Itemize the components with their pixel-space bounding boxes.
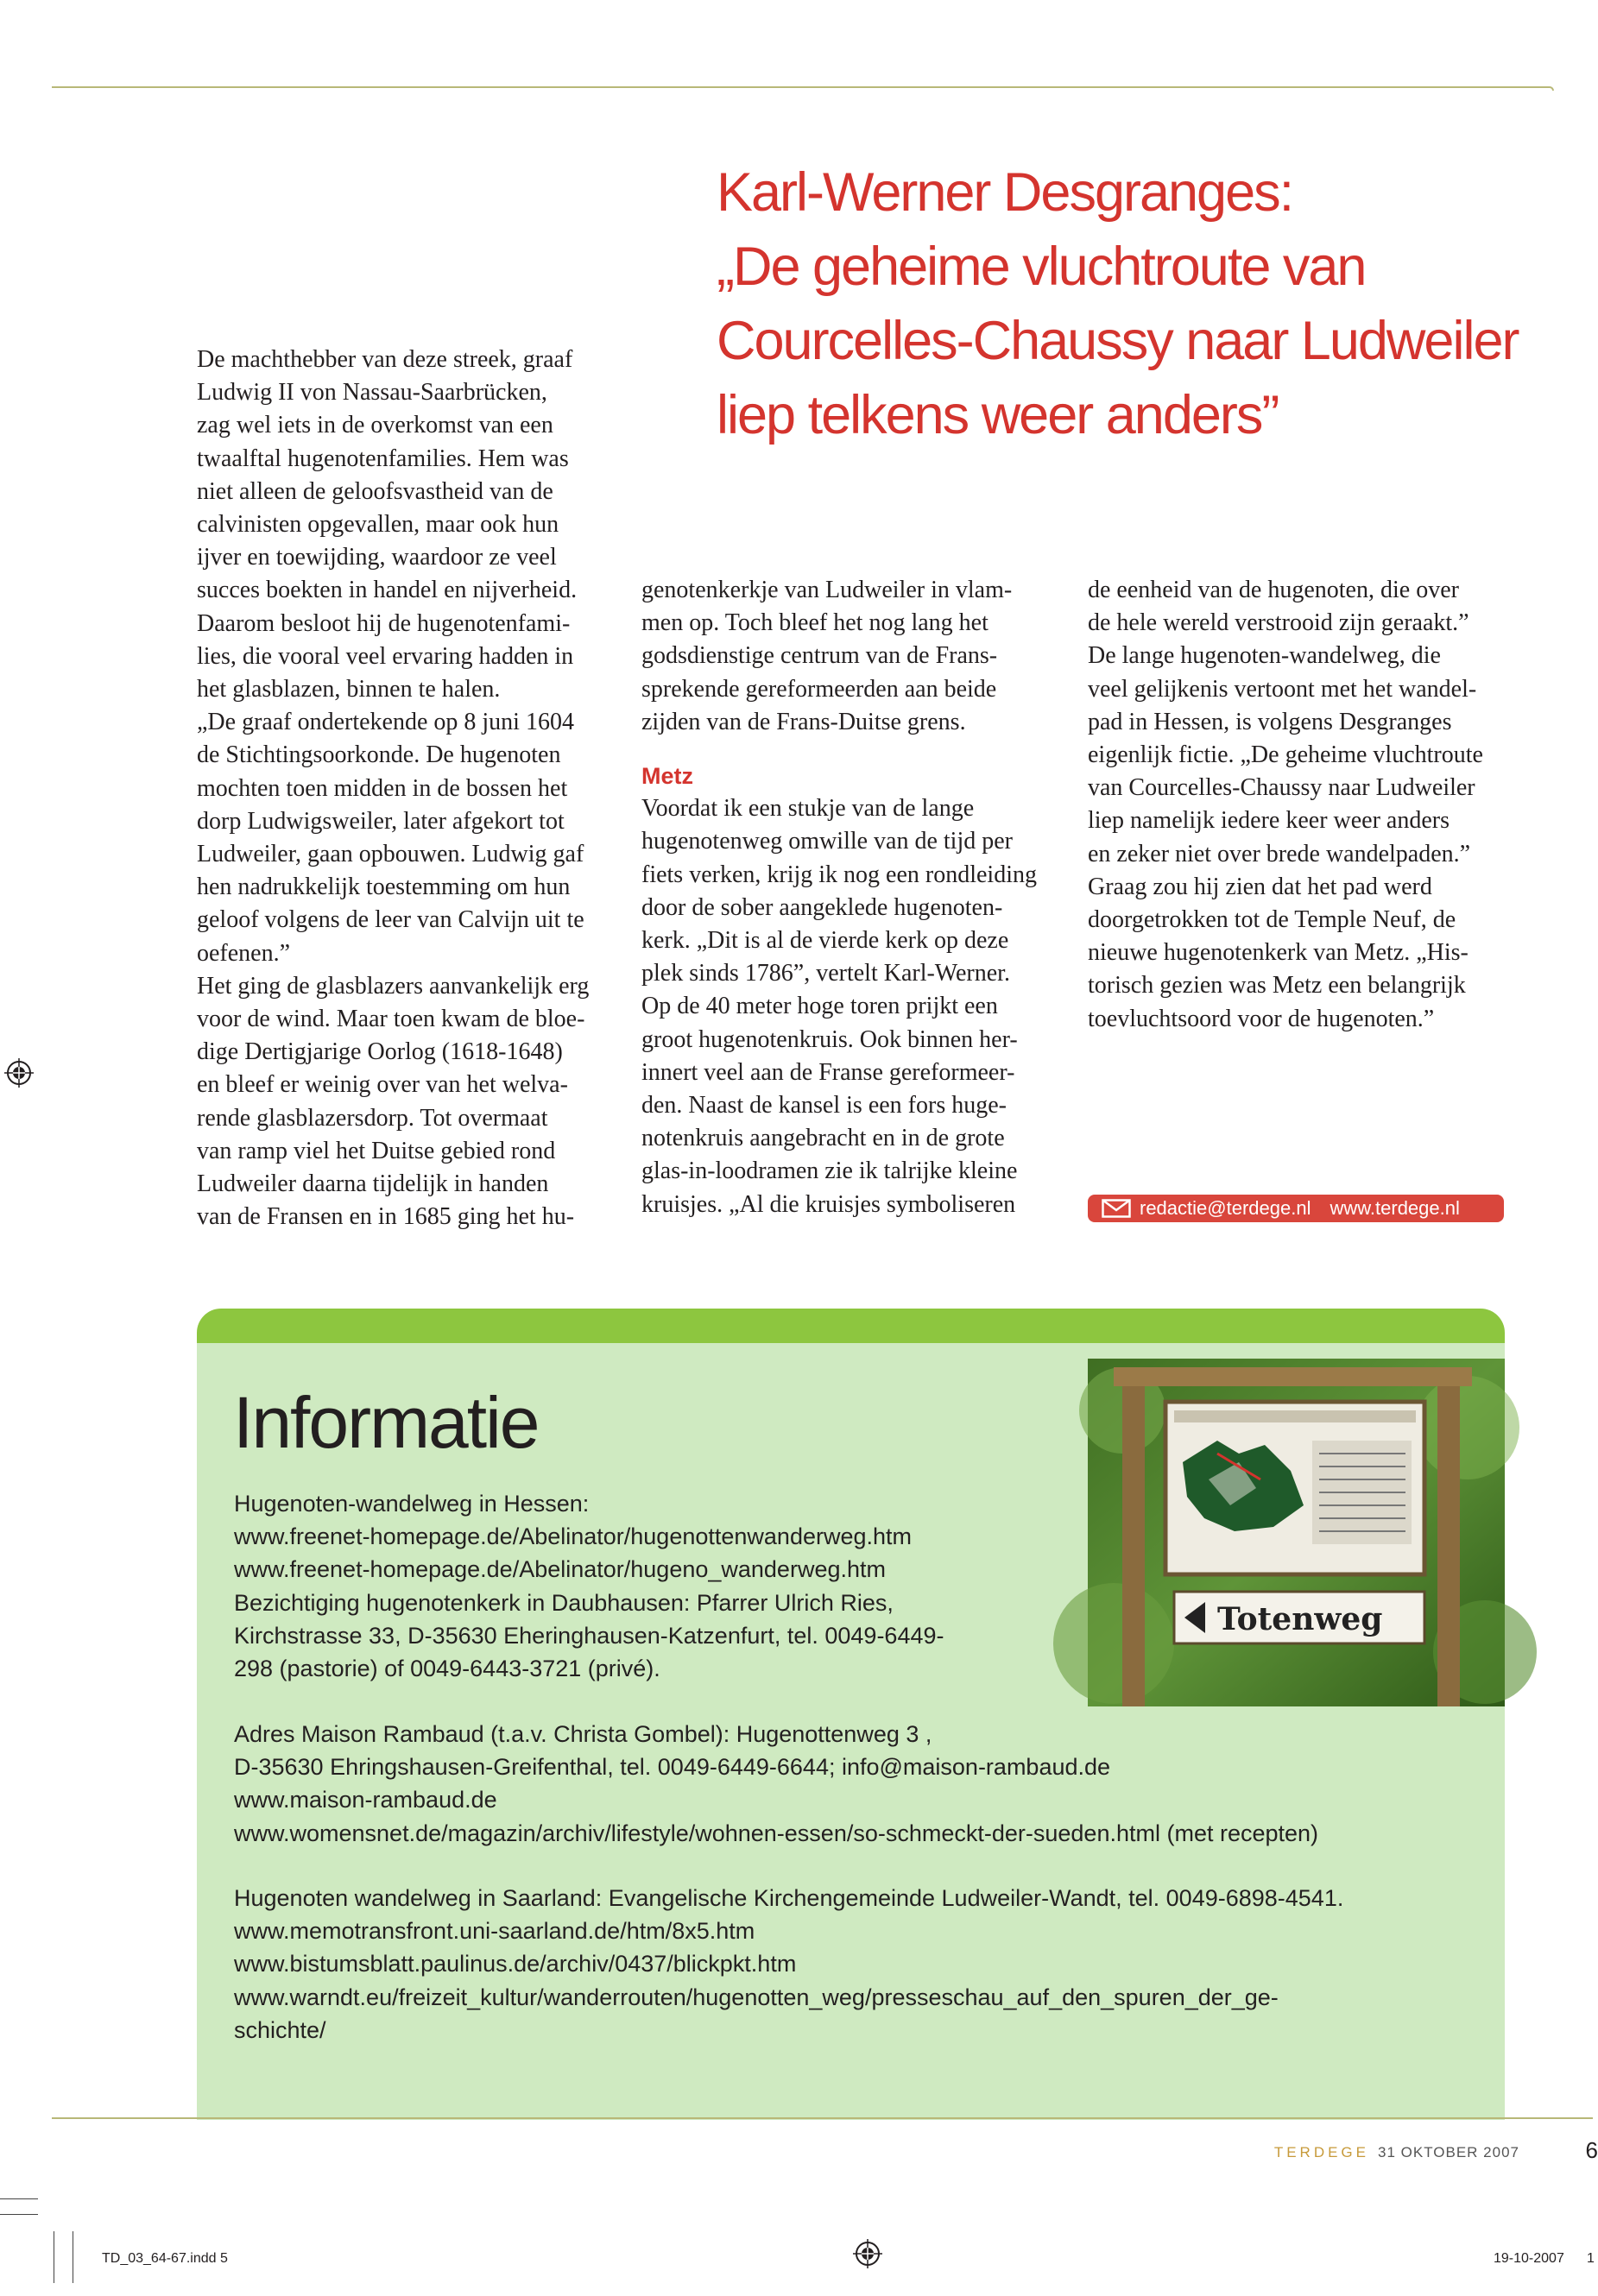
body-line: liep namelijk iedere keer weer anders	[1088, 807, 1450, 835]
body-line: pad in Hessen, is volgens Desgranges	[1088, 708, 1452, 735]
info-line: Hugenoten-wandelweg in Hessen:	[234, 1491, 590, 1517]
info-block-hessen	[234, 1487, 1486, 1685]
body-line: toevluchtsoord voor de hugenoten.”	[1088, 1005, 1435, 1032]
running-footer	[1274, 2144, 1519, 2161]
body-line: den. Naast de kansel is een fors huge-	[641, 1092, 1007, 1120]
body-line: Ludweiler, gaan opbouwen. Ludwig gaf	[197, 841, 584, 868]
pull-quote-line: Karl-Werner Desgranges:	[717, 162, 1293, 223]
body-line: ijver en toewijding, waardoor ze veel	[197, 544, 557, 571]
info-link[interactable]: www.freenet-homepage.de/Abelinator/hugenottenwanderweg.htm	[234, 1523, 913, 1550]
body-line: van ramp viel het Duitse gebied rond	[197, 1137, 556, 1164]
body-line: geloof volgens de leer van Calvijn uit te	[197, 906, 584, 934]
website-link[interactable]: www.terdege.nl	[1330, 1197, 1460, 1219]
contact-bar	[1088, 1195, 1504, 1222]
registration-mark-icon	[853, 2239, 882, 2268]
body-line: glas-in-loodramen zie ik talrijke kleine	[641, 1157, 1018, 1185]
body-line: door de sober aangeklede hugenoten-	[641, 893, 1003, 921]
body-line: dorp Ludwigsweiler, later afgekort tot	[197, 807, 565, 835]
body-line: niet alleen de geloofsvastheid van de	[197, 477, 553, 505]
body-line: godsdienstige centrum van de Frans-	[641, 642, 998, 670]
slug-date: 19-10-2007	[1494, 2251, 1564, 2266]
info-line: Kirchstrasse 33, D-35630 Eheringhausen-Katzenfurt, tel. 0049-6449-	[234, 1622, 944, 1649]
body-line: succes boekten in handel en nijverheid.	[197, 577, 578, 604]
info-link[interactable]: www.warndt.eu/freizeit_kultur/wanderrouten/hugenotten_weg/presseschau_auf_den_spuren_der_ge-	[234, 1984, 1279, 2010]
crop-mark	[0, 2198, 38, 2199]
body-line: dige Dertigjarige Oorlog (1618-1648)	[197, 1038, 563, 1066]
body-line: plek sinds 1786”, vertelt Karl-Werner.	[641, 960, 1010, 987]
body-line: de hele wereld verstrooid zijn geraakt.”	[1088, 609, 1469, 637]
magazine-brand: TERDEGE	[1273, 2144, 1369, 2160]
info-link[interactable]: www.womensnet.de/magazin/archiv/lifestyle/wohnen-essen/so-schmeckt-der-sueden.html (met recepten)	[234, 1820, 1319, 1846]
body-line: Daarom besloot hij de hugenotenfami-	[197, 609, 571, 637]
body-column-1	[197, 344, 620, 1233]
body-line: zag wel iets in de overkomst van een	[197, 412, 553, 439]
sign-label: Totenweg	[1217, 1601, 1383, 1637]
body-line: Ludwig II von Nassau-Saarbrücken,	[197, 379, 547, 407]
body-line: en bleef er weinig over van het welva-	[197, 1071, 568, 1099]
body-line: sprekende gereformeerden aan beide	[641, 675, 997, 703]
body-line: fiets verken, krijg ik nog een rondleiding	[641, 861, 1037, 888]
bottom-rule	[52, 2117, 1593, 2119]
body-line: genotenkerkje van Ludweiler in vlam-	[641, 577, 1013, 603]
info-block-saarland	[234, 1882, 1486, 2047]
body-line: lies, die vooral veel ervaring hadden in	[197, 642, 574, 670]
top-rule	[52, 86, 1554, 91]
body-line: van de Fransen en in 1685 ging het hu-	[197, 1203, 575, 1231]
info-link[interactable]: www.bistumsblatt.paulinus.de/archiv/0437/blickpkt.htm	[234, 1951, 797, 1977]
pull-quote-line: „De geheime vluchtroute van	[717, 237, 1366, 297]
body-line: van Courcelles-Chaussy naar Ludweiler	[1088, 774, 1475, 802]
envelope-icon	[1102, 1199, 1131, 1218]
body-line: De lange hugenoten-wandelweg, die	[1088, 642, 1441, 670]
body-line: groot hugenotenkruis. Ook binnen her-	[641, 1025, 1018, 1053]
body-line: twaalftal hugenotenfamilies. Hem was	[197, 445, 569, 472]
body-line: hugenotenweg omwille van de tijd per	[641, 828, 1013, 855]
body-line: rende glasblazersdorp. Tot overmaat	[197, 1104, 548, 1132]
body-line: men op. Toch bleef het nog lang het	[641, 609, 988, 637]
email-link[interactable]: redactie@terdege.nl	[1140, 1197, 1311, 1219]
pull-quote-line: Courcelles-Chaussy naar Ludweiler	[717, 311, 1519, 371]
body-line: zijden van de Frans-Duitse grens.	[641, 708, 966, 735]
body-line: Ludweiler daarna tijdelijk in handen	[197, 1170, 549, 1198]
body-line: veel gelijkenis vertoont met het wandel-	[1088, 675, 1477, 703]
body-line: oefenen.”	[197, 939, 291, 967]
body-line: kerk. „Dit is al de vierde kerk op deze	[641, 927, 1009, 955]
body-line: calvinisten opgevallen, maar ook hun	[197, 511, 559, 539]
body-line: Op de 40 meter hoge toren prijkt een	[641, 993, 998, 1020]
body-line: De machthebber van deze streek, graaf	[197, 346, 573, 373]
info-link[interactable]: www.freenet-homepage.de/Abelinator/hugeno_wanderweg.htm	[234, 1556, 886, 1583]
body-line: en zeker niet over brede wandelpaden.”	[1088, 840, 1471, 867]
pull-quote	[717, 155, 1563, 452]
registration-mark-icon	[4, 1058, 34, 1088]
body-column-2	[641, 574, 1064, 1221]
body-line: mochten toen midden in de bossen het	[197, 774, 568, 802]
info-link[interactable]: schichte/	[234, 2016, 326, 2043]
body-line: doorgetrokken tot de Temple Neuf, de	[1088, 906, 1456, 934]
slug-filename: TD_03_64-67.indd 5	[102, 2251, 228, 2266]
body-line: voor de wind. Maar toen kwam de bloe-	[197, 1006, 585, 1033]
body-line: Voordat ik een stukje van de lange	[641, 795, 975, 823]
info-line: Bezichtiging hugenotenkerk in Daubhausen: Pfarrer Ulrich Ries,	[234, 1589, 894, 1616]
crop-mark	[0, 2214, 38, 2215]
body-line: kruisjes. „Al die kruisjes symboliseren	[641, 1190, 1016, 1218]
info-line: Hugenoten wandelweg in Saarland: Evangelische Kirchengemeinde Ludweiler-Wandt, tel. 0049-6898-4541.	[234, 1885, 1344, 1911]
body-line: eigenlijk fictie. „De geheime vluchtroute	[1088, 741, 1483, 769]
body-column-3	[1088, 574, 1519, 1036]
body-line: torisch gezien was Metz een belangrijk	[1088, 972, 1466, 1000]
issue-date: 31 OKTOBER 2007	[1378, 2144, 1519, 2160]
info-block-rambaud	[234, 1718, 1486, 1850]
page-number: 6	[1585, 2137, 1598, 2163]
body-line: nieuwe hugenotenkerk van Metz. „His-	[1088, 939, 1469, 967]
info-line: 298 (pastorie) of 0049-6443-3721 (privé).	[234, 1656, 660, 1682]
body-line: notenkruis aangebracht en in de grote	[641, 1125, 1005, 1152]
slug-extra: 1	[1587, 2251, 1595, 2266]
section-subhead: Metz	[641, 763, 693, 790]
info-line: Adres Maison Rambaud (t.a.v. Christa Gombel): Hugenottenweg 3 ,	[234, 1721, 932, 1747]
info-link[interactable]: www.maison-rambaud.de	[234, 1787, 497, 1813]
info-title: Informatie	[233, 1382, 539, 1463]
body-line: het glasblazen, binnen te halen.	[197, 676, 501, 703]
info-link[interactable]: www.memotransfront.uni-saarland.de/htm/8x5.htm	[234, 1918, 755, 1945]
body-line: Graag zou hij zien dat het pad werd	[1088, 873, 1432, 900]
body-line: hen nadrukkelijk toestemming om hun	[197, 874, 571, 901]
body-line: Het ging de glasblazers aanvankelijk erg	[197, 972, 590, 1000]
body-line: innert veel aan de Franse gereformeer-	[641, 1058, 1015, 1086]
body-line: de Stichtingsoorkonde. De hugenoten	[197, 741, 561, 769]
body-line: de eenheid van de hugenoten, die over	[1088, 577, 1459, 603]
pull-quote-line: liep telkens weer anders”	[717, 385, 1279, 445]
info-line: D-35630 Ehringshausen-Greifenthal, tel. 0049-6449-6644; info@maison-rambaud.de	[234, 1754, 1111, 1781]
body-line: „De graaf ondertekende op 8 juni 1604	[197, 709, 574, 736]
